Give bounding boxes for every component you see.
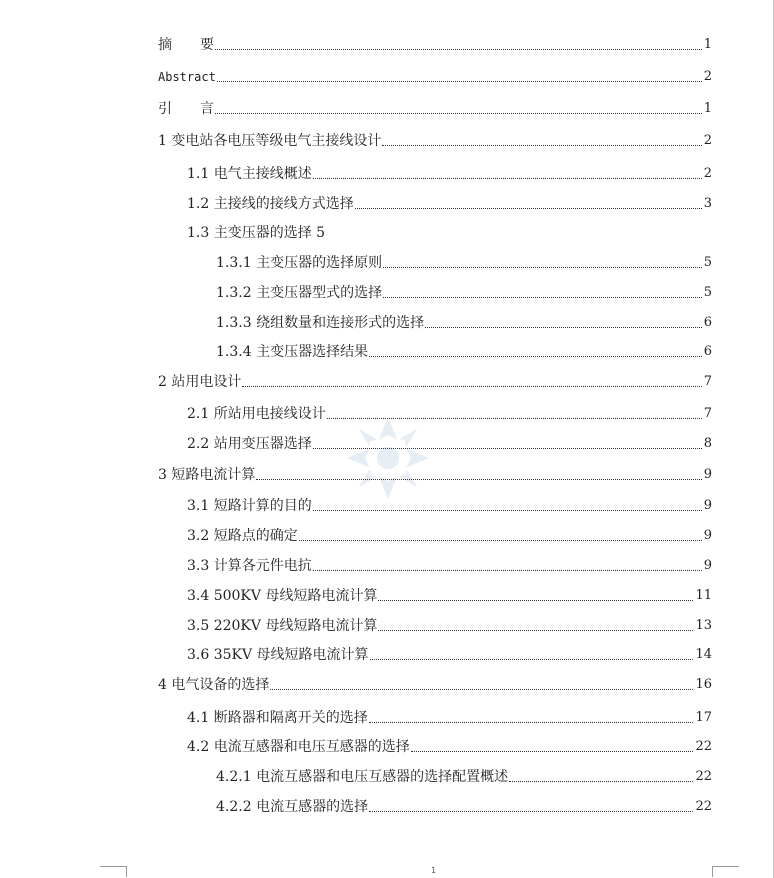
dot-leader: [509, 781, 693, 782]
dot-leader: [256, 479, 701, 480]
toc-entry[interactable]: [187, 580, 712, 604]
toc-entry-title: 3.3 计算各元件电抗: [187, 558, 312, 574]
dot-leader: [215, 113, 702, 114]
toc-entry[interactable]: [187, 520, 712, 544]
toc-entry-page: 2: [703, 69, 712, 84]
dot-leader: [369, 722, 694, 723]
dot-leader: [242, 386, 701, 387]
toc-entry-title: 1.3.3 绕组数量和连接形式的选择: [216, 315, 425, 331]
toc-entry-page: 17: [695, 710, 712, 725]
page-corner-mark-left: [100, 866, 127, 877]
toc-entry[interactable]: [158, 61, 712, 85]
toc-entry[interactable]: [216, 336, 712, 360]
toc-entry-title: 3.6 35KV 母线短路电流计算: [187, 647, 369, 663]
toc-entry-title: 3 短路电流计算: [158, 467, 256, 483]
toc-entry[interactable]: [187, 217, 325, 241]
toc-entry-page: 5: [703, 255, 712, 270]
toc-entry-page: 11: [695, 588, 712, 603]
dot-leader: [383, 297, 702, 298]
toc-entry[interactable]: [187, 490, 712, 514]
toc-entry[interactable]: [187, 731, 712, 755]
toc-entry-title: 1.1 电气主接线概述: [187, 166, 312, 182]
dot-leader: [411, 751, 694, 752]
toc-entry[interactable]: [187, 702, 712, 726]
toc-entry[interactable]: [158, 366, 712, 390]
dot-leader: [378, 630, 693, 631]
toc-entry-title: 1.3.2 主变压器型式的选择: [216, 285, 383, 301]
toc-entry-page: 13: [695, 618, 712, 633]
dot-leader: [313, 510, 702, 511]
dot-leader: [378, 600, 693, 601]
toc-entry[interactable]: [216, 791, 712, 815]
toc-entry-title: 4.1 断路器和隔离开关的选择: [187, 710, 368, 726]
toc-entry-page: 7: [703, 406, 712, 421]
toc-entry-page: 5: [703, 285, 712, 300]
toc-entry[interactable]: [187, 550, 712, 574]
toc-entry-page: 3: [703, 196, 712, 211]
toc-entry-page: 9: [703, 558, 712, 573]
toc-entry-page: 16: [695, 677, 712, 692]
toc-entry[interactable]: [158, 669, 712, 693]
dot-leader: [313, 178, 702, 179]
toc-entry-title: 4 电气设备的选择: [158, 677, 270, 693]
dot-leader: [355, 208, 702, 209]
toc-entry[interactable]: [187, 610, 712, 634]
toc-entry[interactable]: [216, 761, 712, 785]
toc-entry-title: 摘 要: [158, 37, 214, 53]
toc-entry-page: 22: [695, 769, 712, 784]
toc-entry[interactable]: [187, 639, 712, 663]
toc-entry[interactable]: [187, 428, 712, 452]
toc-entry-title: 2.2 站用变压器选择: [187, 436, 312, 452]
toc-entry-page: 1: [703, 37, 712, 52]
toc-entry-title: 3.4 500KV 母线短路电流计算: [187, 588, 378, 604]
dot-leader: [369, 811, 693, 812]
toc-entry-page: 8: [703, 436, 712, 451]
toc-entry[interactable]: [216, 247, 712, 271]
page-footer-number: 1: [431, 866, 437, 875]
dot-leader: [299, 540, 702, 541]
dot-leader: [217, 81, 702, 82]
toc-entry-title: 3.5 220KV 母线短路电流计算: [187, 618, 378, 634]
toc-entry-title: 2.1 所站用电接线设计: [187, 406, 326, 422]
toc-entry-page: 2: [703, 166, 712, 181]
toc-entry-page: 14: [695, 647, 712, 662]
dot-leader: [382, 145, 701, 146]
dot-leader: [425, 327, 702, 328]
toc-entry-title: 1.2 主接线的接线方式选择: [187, 196, 354, 212]
toc-entry-page: 6: [703, 344, 712, 359]
toc-entry-title: 4.2.1 电流互感器和电压互感器的选择配置概述: [216, 769, 509, 785]
toc-entry[interactable]: [158, 125, 712, 149]
dot-leader: [313, 570, 702, 571]
toc-entry-title: Abstract: [158, 70, 216, 84]
toc-entry-page: 6: [703, 315, 712, 330]
toc-entry-page: 9: [703, 467, 712, 482]
toc-entry-page: 7: [703, 374, 712, 389]
toc-entry[interactable]: [158, 29, 712, 53]
toc-entry-page: 2: [703, 133, 712, 148]
toc-entry-page: 9: [703, 528, 712, 543]
dot-leader: [369, 356, 702, 357]
toc-entry-title: 引 言: [158, 101, 214, 117]
toc-entry-title: 4.2.2 电流互感器的选择: [216, 799, 369, 815]
toc-entry[interactable]: [187, 398, 712, 422]
page-corner-mark-right: [712, 866, 739, 877]
dot-leader: [327, 418, 702, 419]
toc-entry-title: 1.3 主变压器的选择 5: [187, 225, 326, 241]
toc-entry-page: 22: [695, 799, 712, 814]
toc-entry-page: 1: [703, 101, 712, 116]
toc-entry[interactable]: [216, 277, 712, 301]
toc-entry-title: 4.2 电流互感器和电压互感器的选择: [187, 739, 410, 755]
dot-leader: [370, 659, 694, 660]
toc-entry[interactable]: [158, 93, 712, 117]
toc-entry-title: 3.1 短路计算的目的: [187, 498, 312, 514]
toc-entry[interactable]: [158, 459, 712, 483]
toc-entry-title: 1 变电站各电压等级电气主接线设计: [158, 133, 382, 149]
toc-entry[interactable]: [187, 158, 712, 182]
toc-entry[interactable]: [216, 307, 712, 331]
toc-entry[interactable]: [187, 188, 712, 212]
dot-leader: [270, 689, 693, 690]
dot-leader: [215, 49, 702, 50]
toc-entry-title: 1.3.1 主变压器的选择原则: [216, 255, 383, 271]
dot-leader: [313, 448, 702, 449]
toc-entry-title: 2 站用电设计: [158, 374, 242, 390]
toc-entry-title: 3.2 短路点的确定: [187, 528, 298, 544]
toc-entry-page: 9: [703, 498, 712, 513]
toc-entry-page: 22: [695, 739, 712, 754]
toc-entry-title: 1.3.4 主变压器选择结果: [216, 344, 369, 360]
dot-leader: [383, 267, 702, 268]
